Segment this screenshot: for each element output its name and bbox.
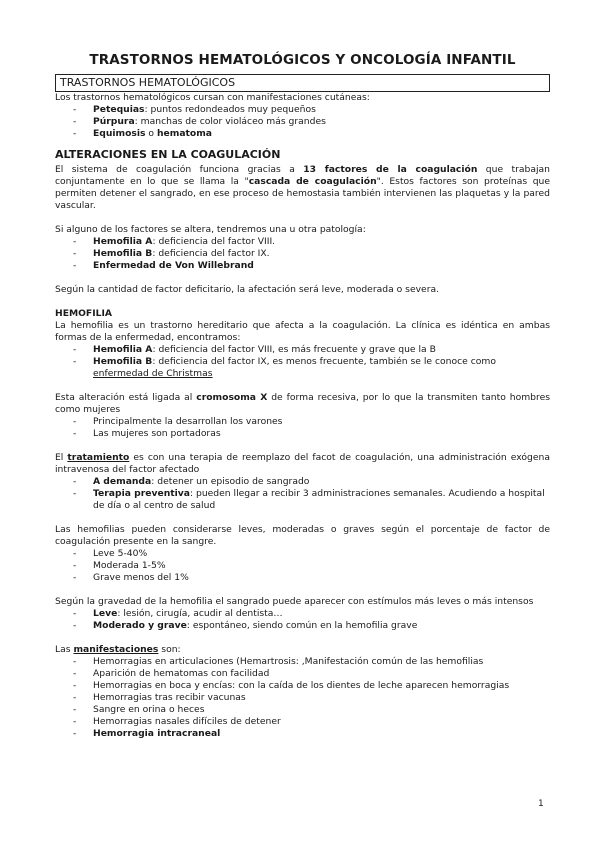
list-item: - Hemorragia intracraneal	[73, 728, 550, 740]
list-item: - Moderada 1-5%	[73, 560, 550, 572]
list-item: - Aparición de hematomas con facilidad	[73, 668, 550, 680]
treatment-list	[55, 476, 550, 512]
hemophilia-paragraph: La hemofilia es un trastorno hereditario que afecta a la coagulación. La clínica es idéntica en ambas formas de la enfermedad, encontramos:	[55, 320, 550, 343]
list-item: - Hemorragias tras recibir vacunas	[73, 692, 550, 704]
page-number: 1	[538, 799, 544, 809]
list-item: - Hemorragias en boca y encías: con la caída de los dientes de leche aparecen hemorragias	[73, 680, 550, 692]
list-item: - Equimosis o hematoma	[73, 128, 550, 140]
coagulation-paragraph: El sistema de coagulación funciona gracias a 13 factores de la coagulación que trabajan conjuntamente en lo que se llama la "cascada de coagulación". Estos factores son proteínas que permiten detener el sangrado, en ese proceso de hemostasia también intervienen las plaquetas y la pared vascular.	[55, 164, 550, 211]
list-item: - Moderado y grave: espontáneo, siendo común en la hemofilia grave	[73, 620, 550, 632]
hemophilia-heading: HEMOFILIA	[55, 308, 112, 319]
factor-alteration-text: Si alguno de los factores se altera, tendremos una u otra patología:	[55, 224, 366, 235]
treatment-paragraph: El tratamiento es con una terapia de reemplazo del facot de coagulación, una administración exógena intravenosa del factor afectado	[55, 452, 550, 475]
section-box-title: TRASTORNOS HEMATOLÓGICOS	[55, 74, 550, 92]
list-item: - Sangre en orina o heces	[73, 704, 550, 716]
bleeding-paragraph: Según la gravedad de la hemofilia el sangrado puede aparecer con estímulos más leves o más intensos	[55, 596, 534, 607]
intro-text: Los trastornos hematológicos cursan con manifestaciones cutáneas:	[55, 92, 370, 103]
cutaneous-list	[55, 104, 550, 140]
list-item: - Púrpura: manchas de color violáceo más grandes	[73, 116, 550, 128]
sex-list	[55, 416, 550, 440]
chromosome-paragraph: Esta alteración está ligada al cromosoma X de forma recesiva, por lo que la transmiten tanto hombres como mujeres	[55, 392, 551, 415]
manifestations-list	[55, 656, 550, 740]
pathology-list	[55, 236, 550, 272]
hemophilia-types-list	[55, 344, 550, 380]
grades-list	[55, 548, 550, 584]
list-item: - Enfermedad de Von Willebrand	[73, 260, 550, 272]
coagulation-heading: ALTERACIONES EN LA COAGULACIÓN	[55, 148, 281, 161]
list-item: - Principalmente la desarrollan los varones	[73, 416, 550, 428]
bleeding-list	[55, 608, 550, 632]
document-title: TRASTORNOS HEMATOLÓGICOS Y ONCOLOGÍA INFANTIL	[89, 52, 516, 68]
list-item: - Terapia preventiva: pueden llegar a recibir 3 administraciones semanales. Acudiendo a hospital de día o al centro de salud	[73, 488, 550, 512]
list-item: - Leve: lesión, cirugía, acudir al dentista…	[73, 608, 550, 620]
severity-text: Según la cantidad de factor deficitario, la afectación será leve, moderada o severa.	[55, 284, 440, 295]
list-item: - Hemofilia B: deficiencia del factor IX.	[73, 248, 550, 260]
list-item: - Hemorragias nasales difíciles de detener	[73, 716, 550, 728]
grades-paragraph: Las hemofilias pueden considerarse leves, moderadas o graves según el porcentaje de factor de coagulación presente en la sangre.	[55, 524, 550, 547]
list-item: - A demanda: detener un episodio de sangrado	[73, 476, 550, 488]
manifestations-intro: Las manifestaciones son:	[55, 644, 181, 655]
list-item: - Grave menos del 1%	[73, 572, 550, 584]
list-item: - Las mujeres son portadoras	[73, 428, 550, 440]
list-item: - Hemofilia A: deficiencia del factor VIII.	[73, 236, 550, 248]
list-item: - Hemofilia B: deficiencia del factor IX, es menos frecuente, también se le conoce como enfermedad de Christmas	[73, 356, 550, 380]
document-page	[55, 52, 550, 740]
list-item: - Hemofilia A: deficiencia del factor VIII, es más frecuente y grave que la B	[73, 344, 550, 356]
list-item: - Hemorragias en articulaciones (Hemartrosis: ,Manifestación común de las hemofilias	[73, 656, 550, 668]
list-item: - Leve 5-40%	[73, 548, 550, 560]
list-item: - Petequias: puntos redondeados muy pequeños	[73, 104, 550, 116]
